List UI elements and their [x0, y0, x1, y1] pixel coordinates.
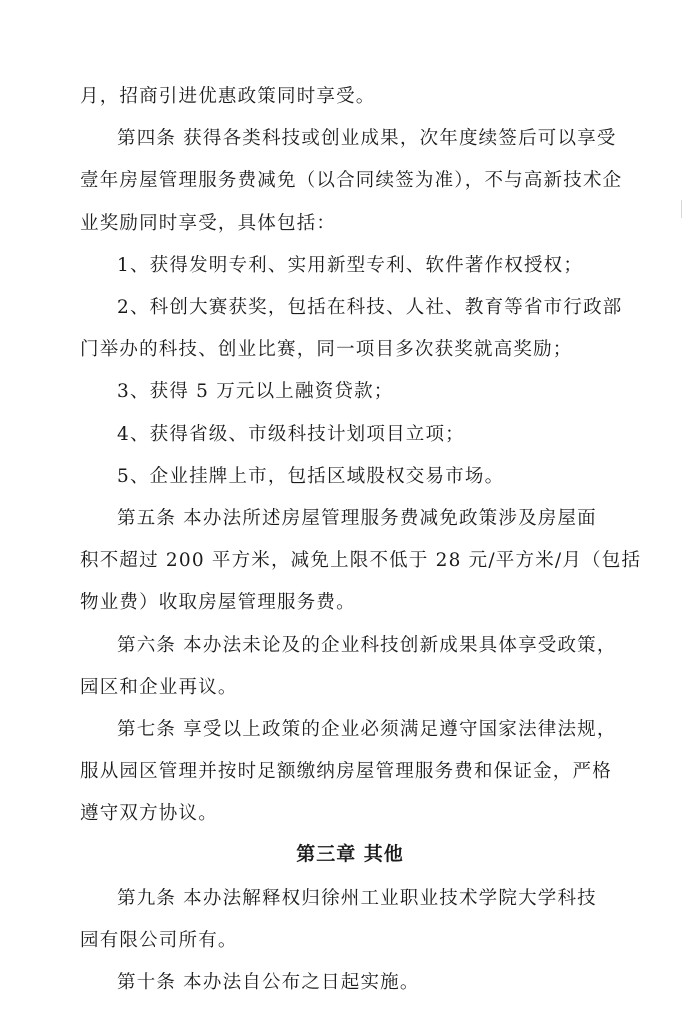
article-4-line-1: 第四条 获得各类科技或创业成果，次年度续签后可以享受: [117, 128, 617, 150]
list-item-3: 3、获得 5 万元以上融资贷款；: [117, 381, 394, 403]
article-7-line-2: 服从园区管理并按时足额缴纳房屋管理服务费和保证金，严格: [80, 761, 612, 783]
article-5-line-1: 第五条 本办法所述房屋管理服务费减免政策涉及房屋面: [117, 508, 597, 529]
list-item-2-line-2: 门举办的科技、创业比赛，同一项目多次获奖就高奖励；: [80, 339, 573, 361]
article-9-line-2: 园有限公司所有。: [80, 930, 238, 951]
article-4-line-2: 壹年房屋管理服务费减免（以合同续签为准），不与高新技术企: [80, 170, 623, 192]
article-6-line-2: 园区和企业再议。: [80, 676, 238, 698]
list-item-2-line-1: 2、科创大赛获奖，包括在科技、人社、教育等省市行政部: [117, 297, 623, 318]
list-item-5: 5、企业挂牌上市，包括区域股权交易市场。: [117, 465, 505, 487]
text-line: 月，招商引进优惠政策同时享受。: [80, 86, 376, 107]
article-7-line-1: 第七条 享受以上政策的企业必须满足遵守国家法律法规，: [117, 719, 617, 740]
scan-edge-mark: [681, 200, 682, 218]
chapter-3-heading: 第三章 其他: [296, 842, 404, 865]
article-6-line-1: 第六条 本办法未论及的企业科技创新成果具体享受政策，: [117, 634, 617, 656]
article-4-line-3: 业奖励同时享受，具体包括：: [80, 212, 337, 234]
article-5-line-3: 物业费）收取房屋管理服务费。: [80, 592, 356, 614]
article-7-line-3: 遵守双方协议。: [80, 803, 218, 825]
article-9-line-1: 第九条 本办法解释权归徐州工业职业技术学院大学科技: [117, 887, 597, 909]
list-item-4: 4、获得省级、市级科技计划项目立项；: [117, 423, 465, 445]
article-10-line-1: 第十条 本办法自公布之日起实施。: [117, 972, 420, 994]
article-5-line-2: 积不超过 200 平方米，减免上限不低于 28 元/平方米/月（包括: [80, 550, 642, 572]
list-item-1: 1、获得发明专利、实用新型专利、软件著作权授权；: [117, 254, 584, 276]
